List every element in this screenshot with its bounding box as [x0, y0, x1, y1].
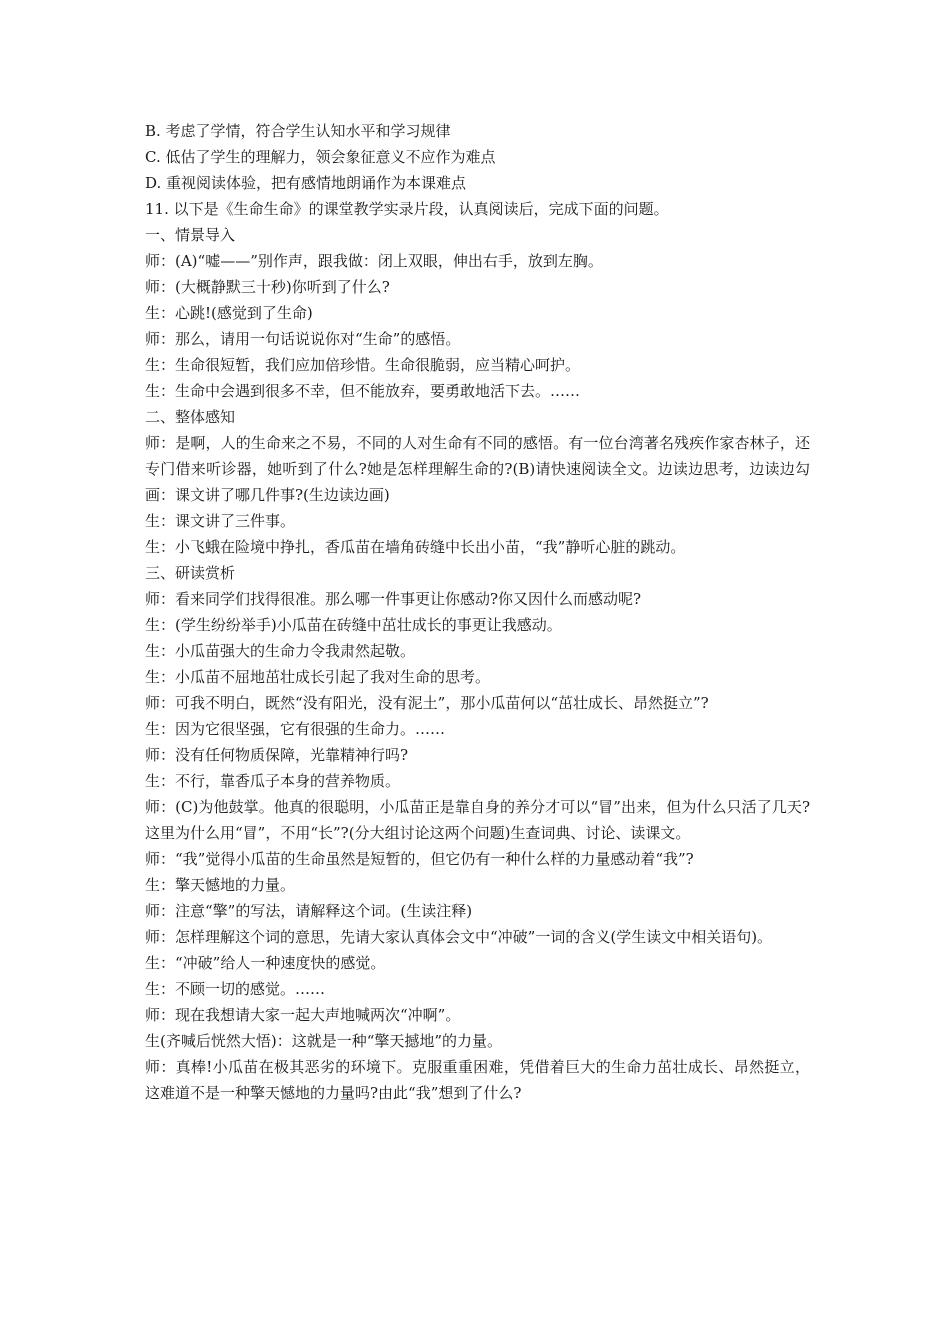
section-heading-2: 二、整体感知	[145, 408, 236, 426]
dialogue-line: 师：可我不明白，既然“没有阳光，没有泥土”，那小瓜苗何以“茁壮成长、昂然挺立”?	[145, 694, 709, 712]
dialogue-line: 师：(大概静默三十秒)你听到了什么?	[145, 278, 390, 296]
dialogue-line: 生：“冲破”给人一种速度快的感觉。	[145, 954, 386, 972]
dialogue-paragraph: 师：(C)为他鼓掌。他真的很聪明，小瓜苗正是靠自身的养分才可以“冒”出来，但为什么只活了几天?这里为什么用“冒”，不用“长”?(分大组讨论这两个问题)生查词典、讨论、读课文。	[145, 798, 810, 842]
dialogue-line: 生：小飞蛾在险境中挣扎，香瓜苗在墙角砖缝中长出小苗，“我”静听心脏的跳动。	[145, 538, 686, 556]
dialogue-paragraph: 师：是啊，人的生命来之不易，不同的人对生命有不同的感悟。有一位台湾著名残疾作家杏林子，还专门借来听诊器，她听到了什么?她是怎样理解生命的?(B)请快速阅读全文。边读边思考，边读边勾画：课文讲了哪几件事?(生边读边画)	[145, 434, 810, 504]
dialogue-line: 生：擎天憾地的力量。	[145, 876, 296, 894]
dialogue-paragraph: 师：真棒!小瓜苗在极其恶劣的环境下。克服重重困难，凭借着巨大的生命力茁壮成长、昂然挺立，这难道不是一种擎天憾地的力量吗?由此“我”想到了什么?	[145, 1058, 810, 1102]
option-c: C. 低估了学生的理解力，领会象征意义不应作为难点	[145, 148, 496, 166]
dialogue-line: 生：不行，靠香瓜子本身的营养物质。	[145, 772, 401, 790]
dialogue-line: 师：没有任何物质保障，光靠精神行吗?	[145, 746, 409, 764]
section-heading-3: 三、研读赏析	[145, 564, 236, 582]
dialogue-line: 师：现在我想请大家一起大声地喊两次“冲啊”。	[145, 1006, 461, 1024]
dialogue-line: 生：小瓜苗不屈地茁壮成长引起了我对生命的思考。	[145, 668, 491, 686]
dialogue-line: 生：生命很短暂，我们应加倍珍惜。生命很脆弱，应当精心呵护。	[145, 356, 581, 374]
dialogue-line: 师：注意“擎”的写法，请解释这个词。(生读注释)	[145, 902, 473, 920]
dialogue-line: 生：因为它很坚强，它有很强的生命力。……	[145, 720, 446, 738]
section-heading-1: 一、情景导入	[145, 226, 236, 244]
dialogue-line: 生：课文讲了三件事。	[145, 512, 296, 530]
option-d: D. 重视阅读体验，把有感情地朗诵作为本课难点	[145, 174, 467, 192]
document-page	[145, 118, 810, 1106]
dialogue-paragraph: 师：怎样理解这个词的意思，先请大家认真体会文中“冲破”一词的含义(学生读文中相关语句)。	[145, 928, 773, 946]
dialogue-line: 师：(A)“嘘——”别作声，跟我做：闭上双眼，伸出右手，放到左胸。	[145, 252, 603, 270]
dialogue-line: 师：看来同学们找得很准。那么哪一件事更让你感动?你又因什么而感动呢?	[145, 590, 642, 608]
dialogue-line: 生：心跳!(感觉到了生命)	[145, 304, 313, 322]
dialogue-line: 生：生命中会遇到很多不幸，但不能放弃，要勇敢地活下去。……	[145, 382, 581, 400]
dialogue-line: 生：(学生纷纷举手)小瓜苗在砖缝中茁壮成长的事更让我感动。	[145, 616, 562, 634]
dialogue-line: 生(齐喊后恍然大悟)：这就是一种“擎天撼地”的力量。	[145, 1032, 503, 1050]
dialogue-line: 生：不顾一切的感觉。……	[145, 980, 326, 998]
dialogue-line: 师：“我”觉得小瓜苗的生命虽然是短暂的，但它仍有一种什么样的力量感动着“我”?	[145, 850, 694, 868]
dialogue-line: 生：小瓜苗强大的生命力令我肃然起敬。	[145, 642, 416, 660]
question-11-prompt: 11. 以下是《生命生命》的课堂教学实录片段，认真阅读后，完成下面的问题。	[145, 200, 669, 218]
dialogue-line: 师：那么，请用一句话说说你对“生命”的感悟。	[145, 330, 461, 348]
option-b: B. 考虑了学情，符合学生认知水平和学习规律	[145, 122, 451, 140]
